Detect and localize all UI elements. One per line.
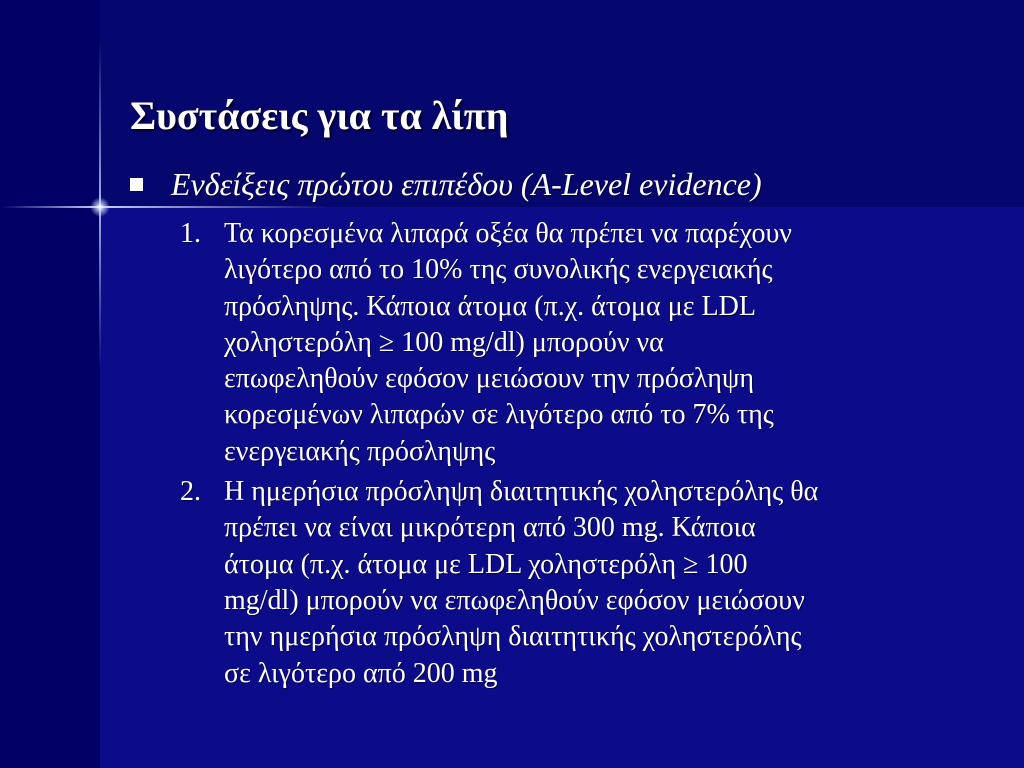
text-line: άτομα (π.χ. άτομα με LDL χοληστερόλη ≥ 100 [224, 548, 748, 580]
numbered-list [180, 216, 970, 696]
text-line: Τα κορεσμένα λιπαρά οξέα θα πρέπει να παρέχουν [224, 218, 792, 249]
main-bullet [130, 164, 990, 204]
starburst-glow [90, 197, 110, 217]
text-line: λιγότερο από το 10% της συνολικής ενεργειακής [224, 254, 773, 286]
list-item-number: 1. [180, 218, 201, 249]
list-item [180, 216, 970, 470]
text-line: πρόσληψης. Κάποια άτομα (π.χ. άτομα με LDL [224, 290, 756, 322]
text-line: κορεσμένων λιπαρών σε λιγότερο από το 7% της [224, 399, 774, 431]
text-line: ενεργειακής πρόσληψης [224, 435, 496, 467]
text-line: την ημερήσια πρόσληψη διαιτητικής χοληστερόλης [224, 621, 802, 653]
slide-title: Συστάσεις για τα λίπη [130, 93, 509, 138]
list-item-text [224, 474, 970, 692]
main-bullet-text: Ενδείξεις πρώτου επιπέδου (A-Level evidence) [171, 166, 762, 202]
list-item-number: 2. [180, 476, 201, 508]
list-item-text [224, 216, 970, 470]
text-line: σε λιγότερο από 200 mg [224, 657, 498, 689]
text-line: mg/dl) μπορούν να επωφεληθούν εφόσον μειώσουν [224, 584, 805, 616]
square-bullet-icon [130, 178, 143, 191]
text-line: χοληστερόλη ≥ 100 mg/dl) μπορούν να [224, 326, 664, 358]
starburst-horizontal-line [0, 206, 330, 208]
text-line: πρέπει να είναι μικρότερη από 300 mg. Κάποια [224, 512, 756, 544]
text-line: Η ημερήσια πρόσληψη διαιτητικής χοληστερόλης θα [224, 476, 819, 508]
list-item [180, 474, 970, 692]
text-line: επωφεληθούν εφόσον μειώσουν την πρόσληψη [224, 363, 755, 395]
